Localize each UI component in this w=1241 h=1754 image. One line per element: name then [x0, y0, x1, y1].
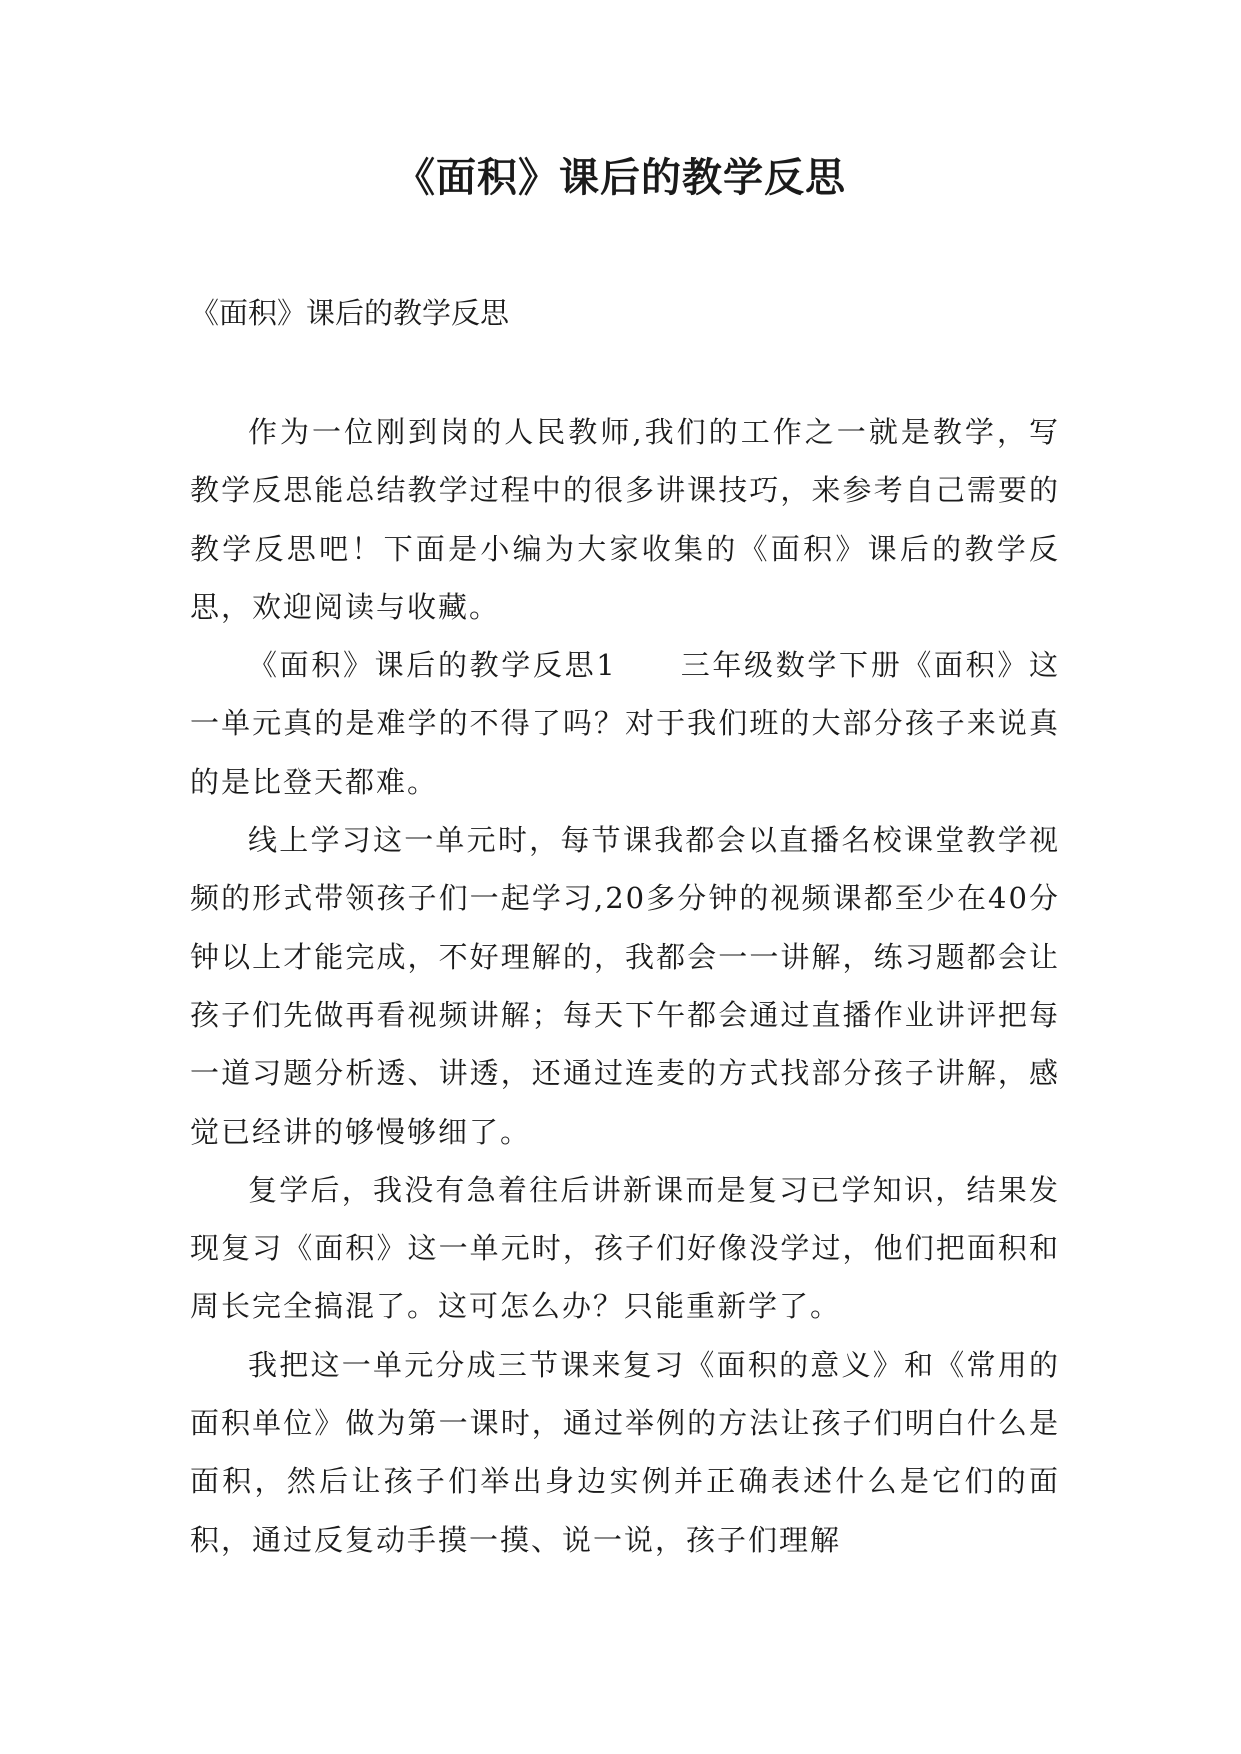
- body-paragraph: 线上学习这一单元时，每节课我都会以直播名校课堂教学视频的形式带领孩子们一起学习,20多分钟的视频课都至少在40分钟以上才能完成，不好理解的，我都会一一讲解，练习题都会让孩子们先做再看视频讲解；每天下午都会通过直播作业讲评把每一道习题分析透、讲透，还通过连麦的方式找部分孩子讲解，感觉已经讲的够慢够细了。: [190, 823, 1060, 1149]
- body-paragraph: 《面积》课后的教学反思1 三年级数学下册《面积》这一单元真的是难学的不得了吗？对于我们班的大部分孩子来说真的是比登天都难。: [190, 648, 1060, 799]
- body-paragraph: 作为一位刚到岗的人民教师,我们的工作之一就是教学，写教学反思能总结教学过程中的很多讲课技巧，来参考自己需要的教学反思吧！下面是小编为大家收集的《面积》课后的教学反思，欢迎阅读与收藏。: [190, 415, 1060, 624]
- document-title: 《面积》课后的教学反思: [395, 155, 846, 201]
- body-paragraph: 复学后，我没有急着往后讲新课而是复习已学知识，结果发现复习《面积》这一单元时，孩子们好像没学过，他们把面积和周长完全搞混了。这可怎么办？只能重新学了。: [190, 1172, 1060, 1324]
- document-subtitle: 《面积》课后的教学反思: [190, 296, 510, 330]
- body-paragraph: 我把这一单元分成三节课来复习《面积的意义》和《常用的面积单位》做为第一课时，通过举例的方法让孩子们明白什么是面积，然后让孩子们举出身边实例并正确表述什么是它们的面积，通过反复动手摸一摸、说一说，孩子们理解: [190, 1347, 1060, 1557]
- document-body: [190, 403, 1060, 1569]
